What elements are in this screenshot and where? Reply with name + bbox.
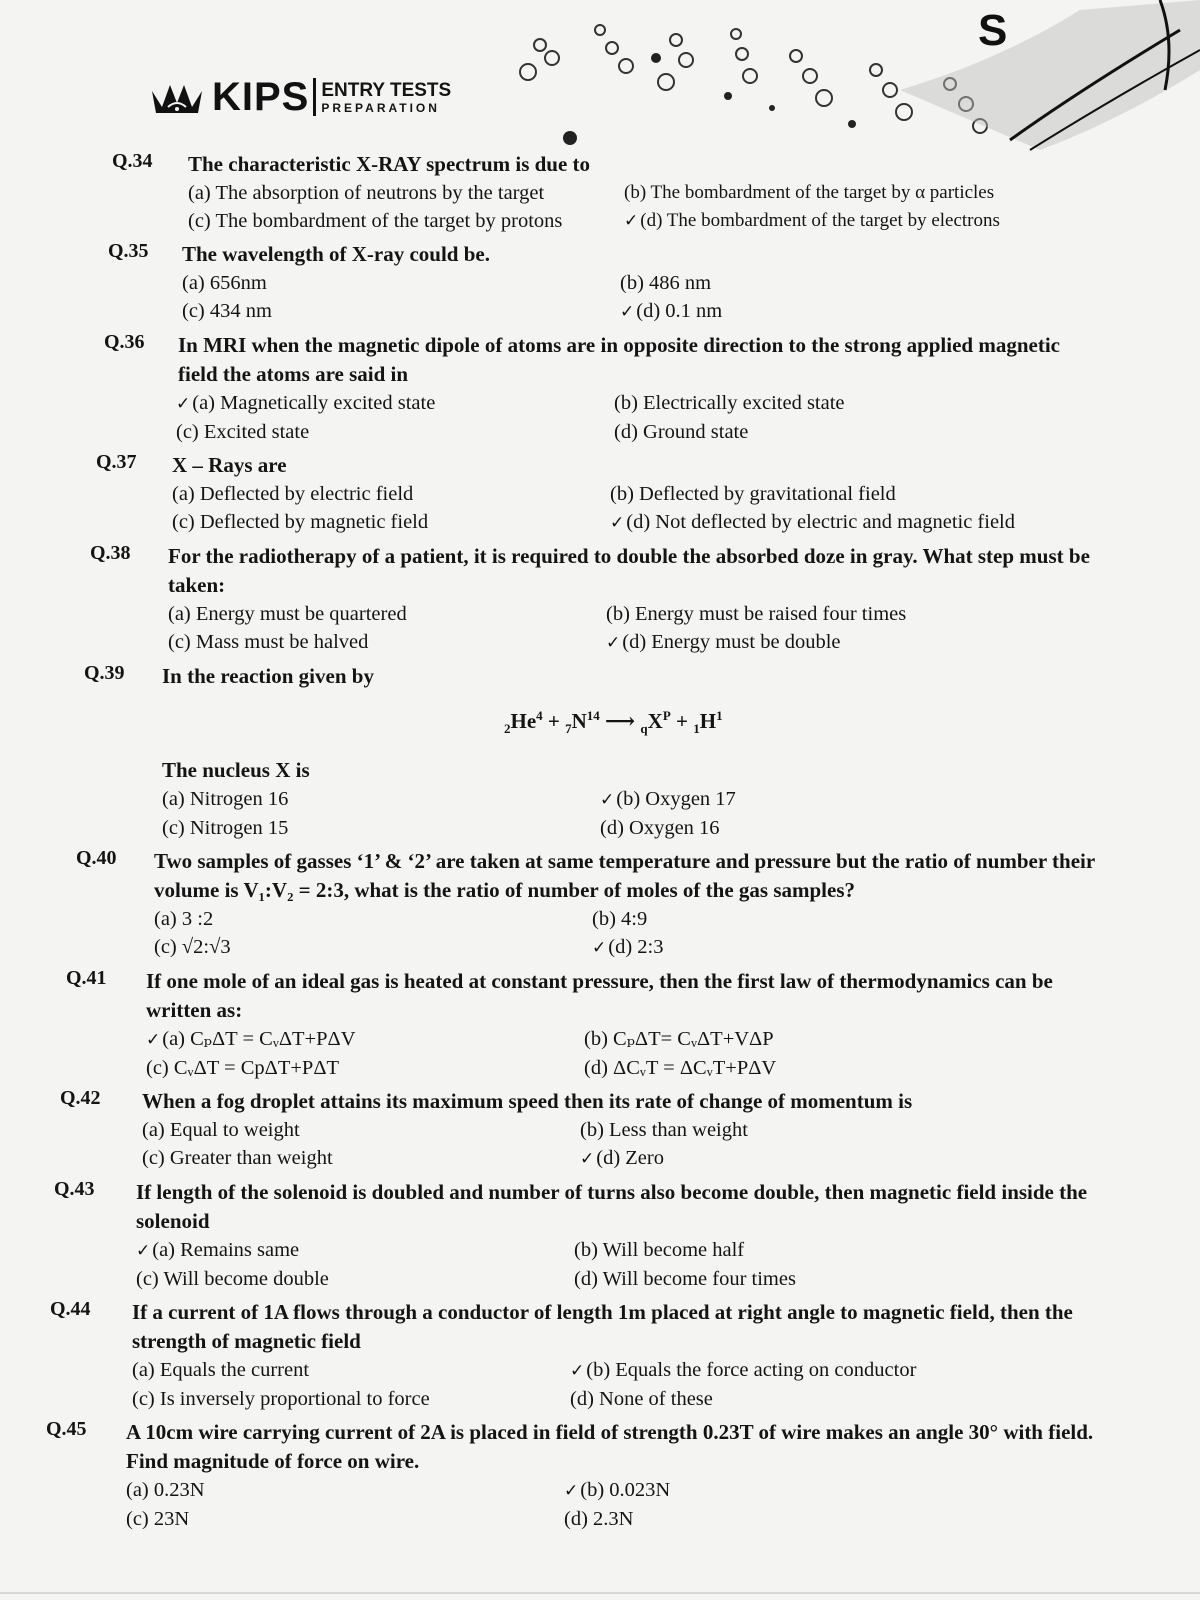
- check-mark-icon: ✓: [136, 1241, 151, 1262]
- check-mark-icon: ✓: [592, 938, 607, 959]
- question-34: [112, 150, 1100, 235]
- question-number: Q.36: [104, 331, 145, 353]
- check-mark-icon: ✓: [610, 513, 625, 533]
- option-a: (a) The absorption of neutrons by the target: [188, 182, 545, 204]
- option-d: (d) Ground state: [614, 421, 749, 443]
- question-41: [66, 967, 1100, 1082]
- question-37: [96, 451, 1100, 537]
- question-number: Q.41: [66, 967, 107, 990]
- question-number: Q.45: [46, 1418, 87, 1441]
- option-b: [570, 1356, 1070, 1385]
- question-40: [76, 847, 1100, 962]
- option-c: (c) Excited state: [176, 421, 310, 443]
- option-d: (d) Oxygen 16: [600, 817, 720, 840]
- option-d: [592, 933, 1092, 962]
- option-b: (b) CₚΔT= CᵥΔT+VΔP: [584, 1028, 774, 1051]
- option-b: (b) Less than weight: [580, 1119, 748, 1142]
- option-b: (b) Energy must be raised four times: [606, 603, 907, 625]
- brand-sub-line1: ENTRY TESTS: [321, 79, 452, 101]
- options: [182, 269, 1100, 326]
- option-a: (a) 0.23N: [126, 1479, 205, 1502]
- question-text: In the reaction given by: [162, 664, 374, 688]
- check-mark-icon: ✓: [580, 1149, 595, 1170]
- option-c: (c) Nitrogen 15: [162, 817, 289, 840]
- option-a: (a) 656nm: [182, 272, 267, 294]
- decorative-pattern-image: [480, 0, 1200, 170]
- options: [176, 389, 1100, 446]
- reaction-arrow-icon: ⟶: [605, 709, 636, 733]
- options: [172, 480, 1100, 537]
- options: [132, 1356, 1100, 1413]
- n-atomic-number: 7: [565, 721, 572, 737]
- options: [188, 179, 1100, 235]
- question-42: [60, 1087, 1100, 1173]
- question-list: [40, 150, 1100, 1538]
- question-number: Q.42: [60, 1087, 101, 1110]
- option-a-text: (a) Remains same: [152, 1239, 300, 1262]
- option-d: (d) 2.3N: [564, 1508, 634, 1531]
- question-text: If one mole of an ideal gas is heated at constant pressure, then the first law of thermodynamics can be written as:: [146, 969, 1053, 1023]
- option-d: [620, 297, 1120, 326]
- option-d: (d) Will become four times: [574, 1268, 796, 1291]
- question-text: When a fog droplet attains its maximum speed then its rate of change of momentum is: [142, 1089, 913, 1114]
- question-text: The wavelength of X-ray could be.: [182, 242, 490, 266]
- option-d-text: (d) Zero: [596, 1147, 664, 1170]
- brand-name: KIPS: [212, 74, 310, 119]
- option-b: [600, 785, 1100, 814]
- option-c: (c) Mass must be halved: [168, 631, 369, 653]
- check-mark-icon: ✓: [624, 211, 639, 231]
- options: [126, 1476, 1100, 1533]
- question-text: In MRI when the magnetic dipole of atoms are in opposite direction to the strong applied magnetic field the atoms are said in: [178, 333, 1060, 386]
- option-c: (c) Greater than weight: [142, 1147, 333, 1170]
- check-mark-icon: ✓: [176, 394, 191, 414]
- question-number: Q.39: [84, 662, 125, 684]
- nitrogen-symbol: N: [571, 709, 587, 733]
- question-text: For the radiotherapy of a patient, it is required to double the absorbed doze in gray. What step must be taken:: [168, 544, 1090, 597]
- option-b: (b) 486 nm: [620, 272, 712, 294]
- option-c: (c) Will become double: [136, 1268, 329, 1291]
- option-a: (a) Equal to weight: [142, 1119, 300, 1142]
- question-36: [104, 331, 1100, 446]
- n-mass-number: 14: [586, 708, 600, 723]
- option-b-text: (b) Oxygen 17: [616, 788, 736, 811]
- x-symbol: X: [647, 709, 663, 733]
- question-number: Q.34: [112, 150, 153, 172]
- option-a: (a) 3 :2: [154, 908, 214, 931]
- option-d-text: (d) The bombardment of the target by electrons: [640, 210, 1000, 231]
- question-number: Q.37: [96, 451, 137, 473]
- option-d: (d) None of these: [570, 1388, 713, 1411]
- option-c: (c) The bombardment of the target by protons: [188, 210, 563, 232]
- x-atomic-number: q: [640, 721, 648, 737]
- option-c: (c) 434 nm: [182, 300, 272, 322]
- option-b: (b) Will become half: [574, 1239, 745, 1262]
- options: [168, 600, 1100, 657]
- brand-sub-line2: PREPARATION: [321, 100, 440, 115]
- option-a-text: (a) Magnetically excited state: [192, 392, 436, 414]
- check-mark-icon: ✓: [146, 1030, 161, 1051]
- check-mark-icon: ✓: [570, 1361, 585, 1382]
- options: [146, 1025, 1100, 1082]
- option-c: (c) CᵥΔT = CpΔT+PΔT: [146, 1057, 340, 1080]
- option-d-text: (d) 0.1 nm: [636, 300, 723, 322]
- kips-header: [148, 72, 451, 122]
- option-d-text: (d) Energy must be double: [622, 631, 841, 653]
- h-atomic-number: 1: [693, 721, 700, 737]
- option-b: (b) 4:9: [592, 908, 648, 931]
- option-b-text: (b) Equals the force acting on conductor: [586, 1359, 917, 1382]
- question-text: X – Rays are: [172, 453, 287, 477]
- option-c: (c) Is inversely proportional to force: [132, 1388, 430, 1411]
- question-35: [108, 240, 1100, 326]
- option-b-text: (b) 0.023N: [580, 1479, 671, 1502]
- option-a: [146, 1025, 584, 1054]
- question-text: Two samples of gasses ‘1’ & ‘2’ are taken at same temperature and pressure but the ratio of number their volume is V₁:V₂ = 2:3, what is the ratio of number of moles of the gas samples?: [154, 849, 1095, 903]
- options: [136, 1236, 1100, 1293]
- option-a: [136, 1236, 574, 1265]
- option-a: (a) Nitrogen 16: [162, 788, 289, 811]
- option-d: [624, 207, 1094, 235]
- option-b: (b) Electrically excited state: [614, 392, 845, 414]
- option-c: (c) √2:√3: [154, 936, 231, 959]
- question-text: The characteristic X-RAY spectrum is due to: [188, 152, 591, 176]
- option-a: (a) Equals the current: [132, 1359, 310, 1382]
- question-43: [54, 1178, 1100, 1293]
- h-mass-number: 1: [716, 708, 723, 723]
- options: [162, 785, 1100, 842]
- options: [142, 1116, 1100, 1173]
- question-number: Q.40: [76, 847, 117, 870]
- option-d: (d) ΔCᵥT = ΔCᵥT+PΔV: [584, 1057, 777, 1080]
- question-39: [84, 662, 1100, 842]
- he-mass-number: 4: [536, 708, 543, 723]
- corner-mark: S: [978, 6, 1008, 55]
- option-d: [580, 1144, 1080, 1173]
- check-mark-icon: ✓: [606, 633, 621, 653]
- option-a: [176, 389, 614, 418]
- question-44: [50, 1298, 1100, 1413]
- option-a: (a) Deflected by electric field: [172, 483, 414, 505]
- question-number: Q.35: [108, 240, 149, 262]
- option-d-text: (d) Not deflected by electric and magnetic field: [626, 511, 1015, 533]
- he-atomic-number: 2: [504, 721, 511, 737]
- option-b: (b) Deflected by gravitational field: [610, 483, 896, 505]
- question-text: If a current of 1A flows through a conductor of length 1m placed at right angle to magnetic field, then the strength of magnetic field: [132, 1300, 1073, 1354]
- check-mark-icon: ✓: [600, 790, 615, 811]
- check-mark-icon: ✓: [620, 302, 635, 322]
- x-mass-number: P: [662, 708, 671, 723]
- question-38: [90, 542, 1100, 657]
- question-number: Q.43: [54, 1178, 95, 1201]
- brand-divider: [313, 78, 316, 116]
- option-b: [564, 1476, 1064, 1505]
- helium-symbol: He: [510, 709, 537, 733]
- brand-subtitle: [321, 81, 451, 114]
- nuclear-reaction-equation: $_2He^4 + _7N^{14}$ ⟶ $_qX^P + _1H^1$: [504, 708, 723, 737]
- option-d: [610, 508, 1110, 537]
- question-number: Q.38: [90, 542, 131, 564]
- option-a-text: (a) CₚΔT = CᵥΔT+PΔV: [162, 1028, 356, 1051]
- hydrogen-symbol: H: [699, 709, 717, 733]
- check-mark-icon: ✓: [564, 1481, 579, 1502]
- option-d: [606, 628, 1106, 657]
- options: [154, 905, 1100, 962]
- option-d-text: (d) 2:3: [608, 936, 664, 959]
- question-45: [46, 1418, 1100, 1533]
- nucleus-prompt: The nucleus X is: [162, 758, 310, 783]
- option-a: (a) Energy must be quartered: [168, 603, 407, 625]
- question-text: A 10cm wire carrying current of 2A is placed in field of strength 0.23T of wire makes an angle 30° with field. Find magnitude of force on wire.: [126, 1420, 1094, 1474]
- option-c: (c) Deflected by magnetic field: [172, 511, 429, 533]
- question-number: Q.44: [50, 1298, 91, 1321]
- crown-logo-icon: [148, 77, 206, 117]
- page-bottom-edge: [0, 1592, 1200, 1594]
- option-c: (c) 23N: [126, 1508, 190, 1531]
- question-text: If length of the solenoid is doubled and number of turns also become double, then magnetic field inside the solenoid: [136, 1180, 1088, 1234]
- option-b: (b) The bombardment of the target by α particles: [624, 182, 995, 203]
